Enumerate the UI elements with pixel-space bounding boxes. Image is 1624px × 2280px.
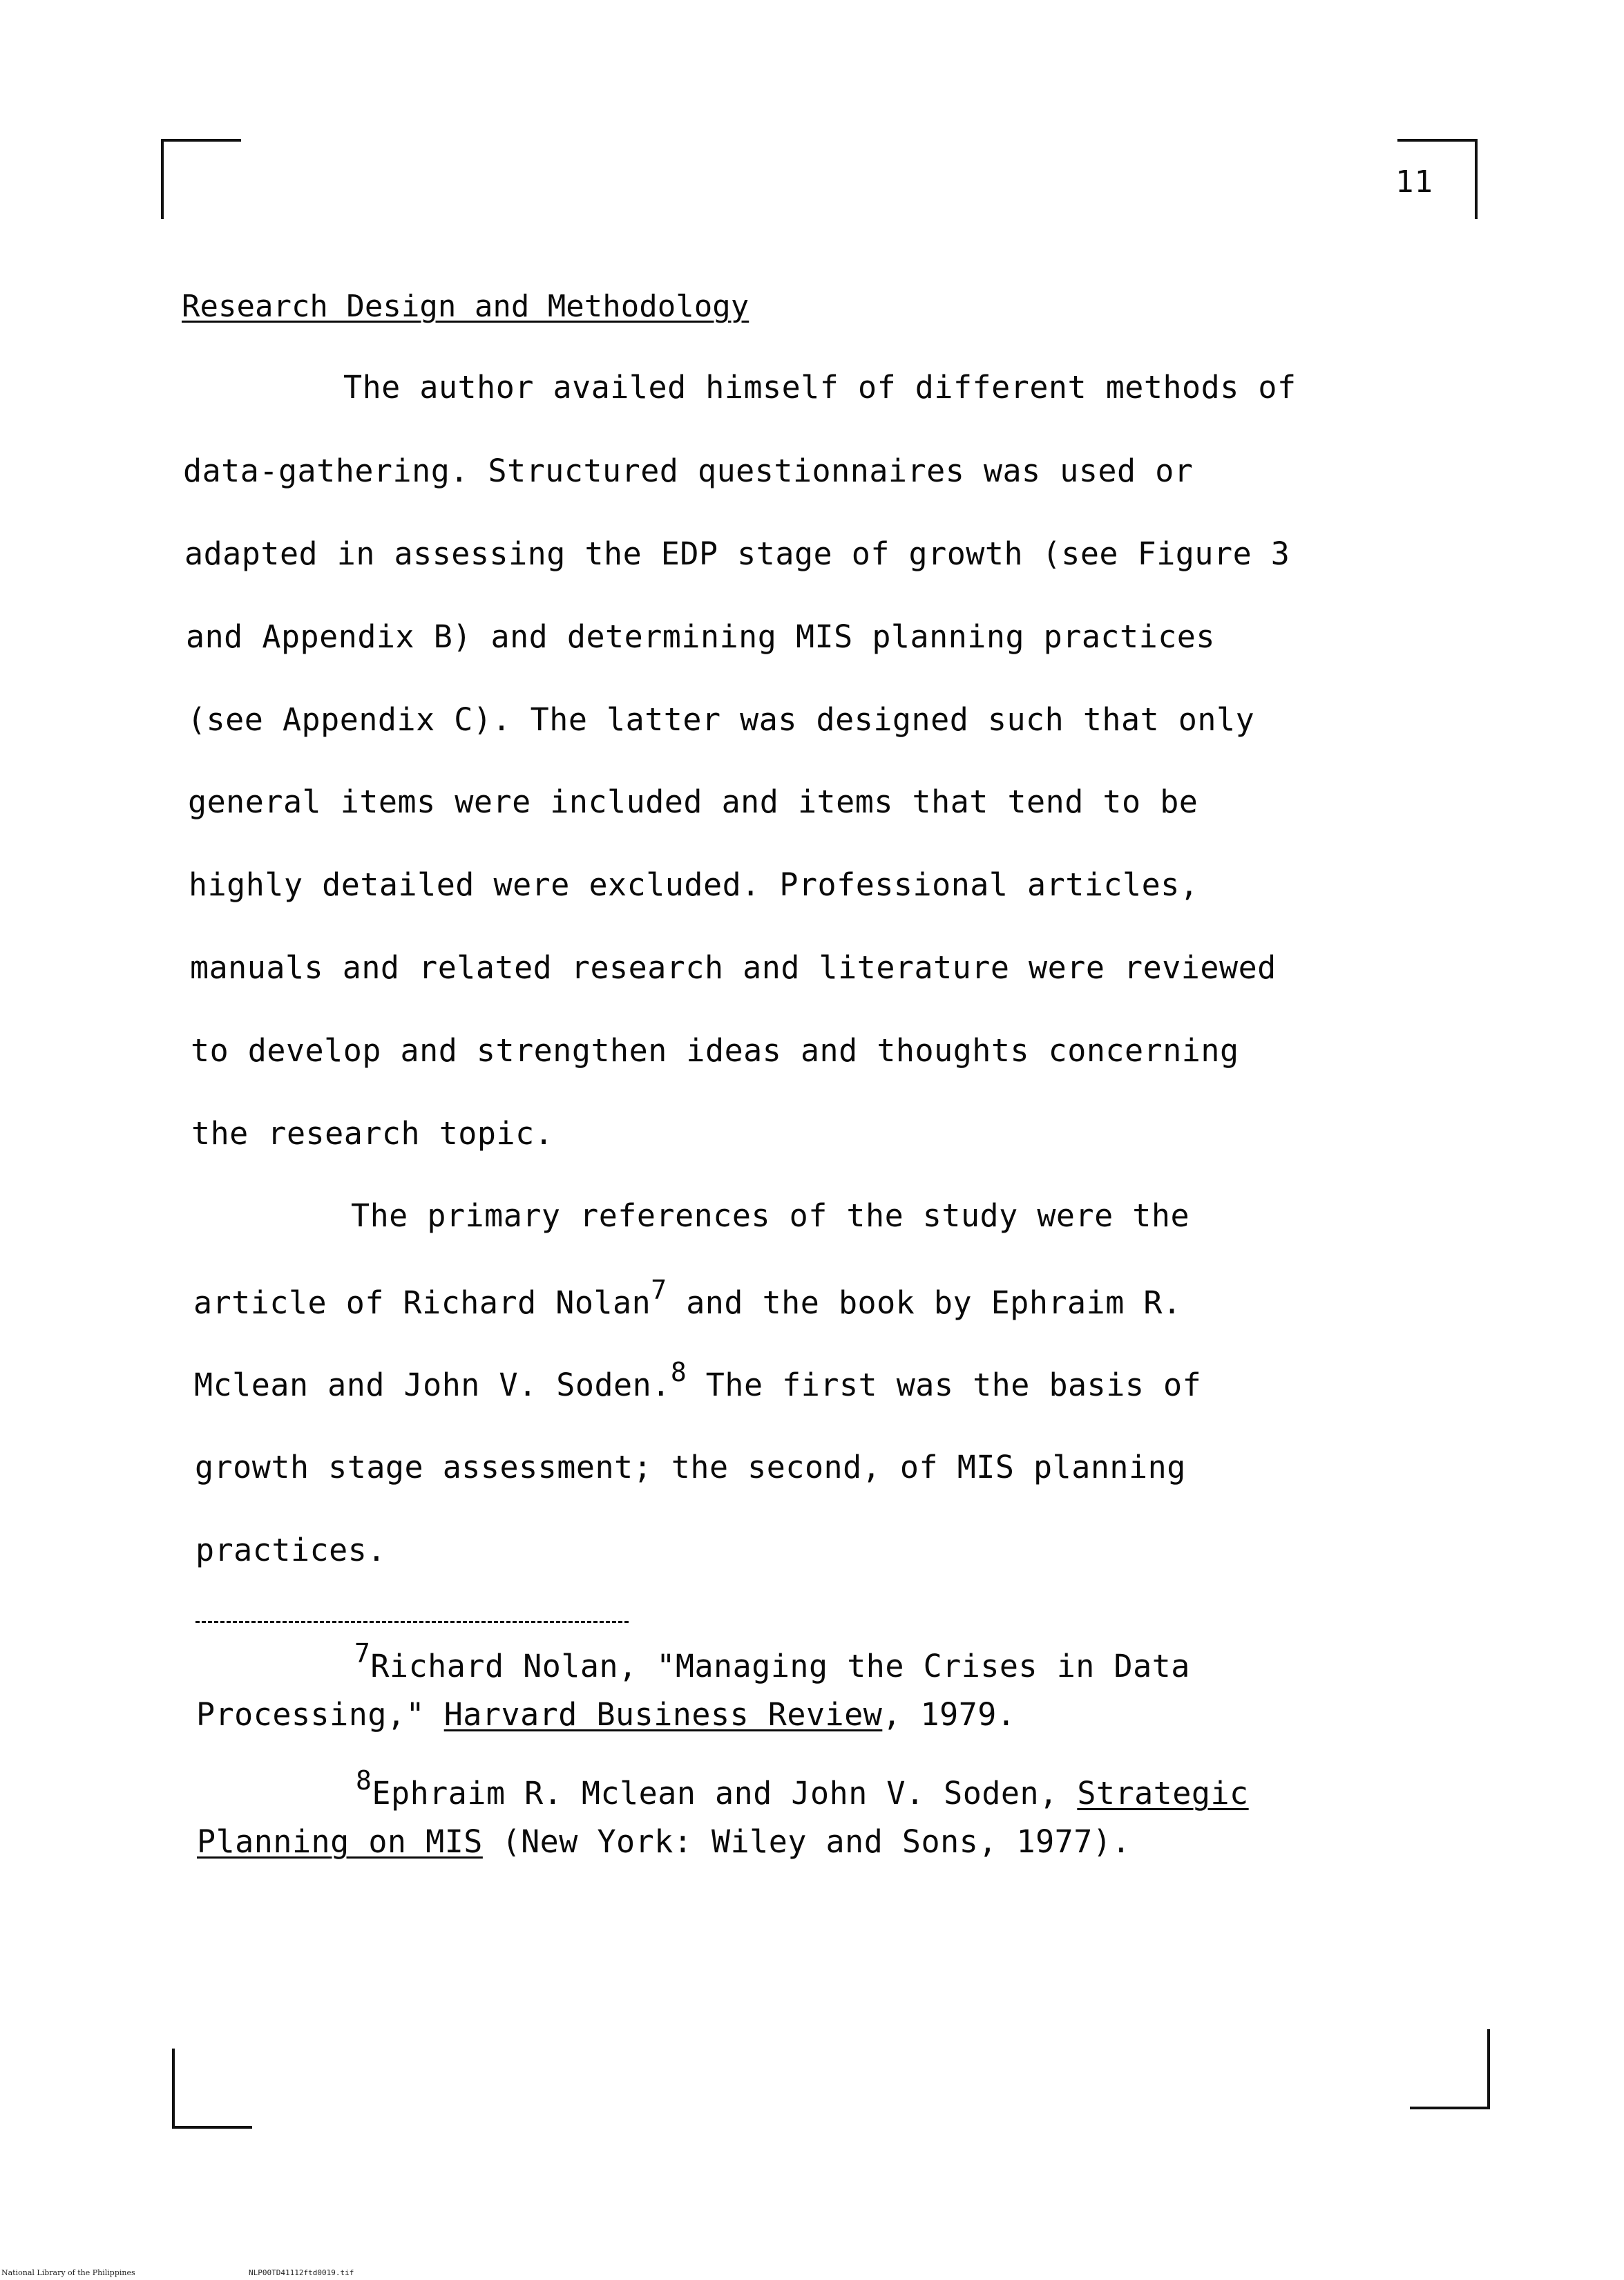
footnote-text: Ephraim R. Mclean and John V. Soden, — [372, 1775, 1078, 1812]
body-line: (see Appendix C). The latter was designed such that only — [187, 701, 1255, 738]
body-line: highly detailed were excluded. Professional articles, — [189, 866, 1199, 903]
crop-mark-bottom-right — [1487, 2029, 1490, 2109]
footnote-separator — [195, 1621, 629, 1623]
footnote-8-cont — [197, 1823, 1131, 1860]
footnote-text: Processing," — [196, 1696, 444, 1733]
body-text: The first was the basis of — [687, 1367, 1202, 1403]
crop-mark-top-right — [1475, 139, 1478, 219]
body-line: practices. — [195, 1532, 386, 1568]
crop-mark-top-right — [1397, 139, 1478, 142]
page-number: 11 — [1395, 164, 1433, 200]
book-title: Planning on MIS — [197, 1823, 483, 1860]
footnote-text: Richard Nolan, "Managing the Crises in Data — [370, 1648, 1190, 1684]
body-line: growth stage assessment; the second, of MIS planning — [195, 1449, 1186, 1485]
body-line: adapted in assessing the EDP stage of growth (see Figure 3 — [184, 535, 1290, 572]
section-heading: Research Design and Methodology — [182, 289, 749, 324]
body-line: and Appendix B) and determining MIS planning practices — [186, 618, 1215, 655]
footnote-7 — [354, 1638, 1190, 1684]
body-line: data-gathering. Structured questionnaires was used or — [183, 453, 1194, 489]
body-line: manuals and related research and literature were reviewed — [190, 949, 1277, 986]
body-line — [194, 1357, 1202, 1403]
crop-mark-bottom-left — [172, 2126, 252, 2129]
scan-file-name: NLP00TD41112ftd0019.tif — [249, 2268, 354, 2277]
body-line: the research topic. — [191, 1115, 554, 1152]
body-line — [193, 1275, 1182, 1321]
crop-mark-top-left — [161, 139, 241, 142]
body-line: The author availed himself of different methods of — [343, 369, 1297, 406]
footnote-text: (New York: Wiley and Sons, 1977). — [482, 1823, 1131, 1860]
body-text: and the book by Ephraim R. — [667, 1284, 1182, 1321]
book-title: Strategic — [1077, 1775, 1249, 1812]
footnote-7-cont — [196, 1696, 1015, 1733]
scan-source-label: National Library of the Philippines — [1, 2268, 135, 2277]
crop-mark-top-left — [161, 139, 164, 219]
body-text: article of Richard Nolan — [193, 1284, 651, 1321]
footnote-marker: 7 — [354, 1638, 371, 1669]
footnote-8 — [356, 1765, 1249, 1812]
body-text: Mclean and John V. Soden. — [194, 1367, 671, 1403]
crop-mark-bottom-right — [1410, 2107, 1490, 2109]
footnote-text: , 1979. — [882, 1696, 1016, 1733]
footnote-ref-8: 8 — [670, 1357, 687, 1388]
crop-mark-bottom-left — [172, 2049, 175, 2129]
journal-title: Harvard Business Review — [443, 1696, 883, 1733]
footnote-ref-7: 7 — [651, 1275, 667, 1306]
footnote-marker: 8 — [356, 1765, 372, 1796]
body-line: The primary references of the study were the — [351, 1197, 1190, 1234]
body-line: general items were included and items that tend to be — [188, 783, 1198, 820]
body-line: to develop and strengthen ideas and thoughts concerning — [191, 1032, 1239, 1069]
